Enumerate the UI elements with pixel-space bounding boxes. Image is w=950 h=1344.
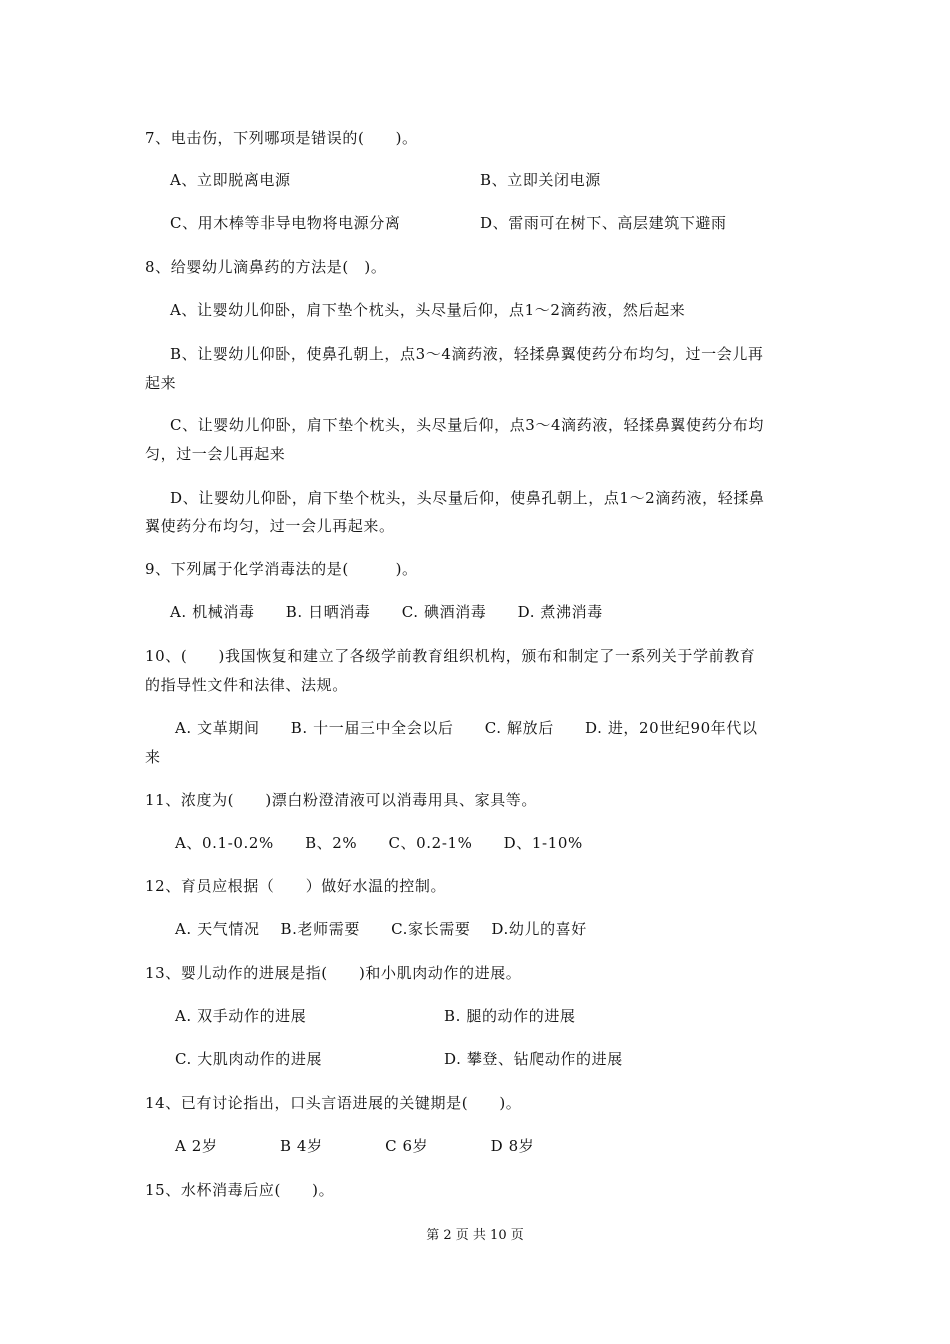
question-10-options-line2: 来: [145, 748, 161, 766]
question-8-option-d-line1: D、让婴幼儿仰卧，肩下垫个枕头，头尽量后仰，使鼻孔朝上，点1～2滴药液，轻揉鼻: [170, 489, 765, 507]
question-10-options-line1: A. 文革期间 B. 十一届三中全会以后 C. 解放后 D. 进，20世纪90年代以: [175, 719, 758, 737]
question-8-option-b-line2: 起来: [145, 374, 177, 392]
question-13-option-c: C. 大肌肉动作的进展: [175, 1050, 323, 1068]
question-10-stem-line1: 10、( )我国恢复和建立了各级学前教育组织机构，颁布和制定了一系列关于学前教育: [145, 647, 756, 665]
question-13-option-b: B. 腿的动作的进展: [444, 1007, 576, 1025]
question-8-option-a: A、让婴幼儿仰卧，肩下垫个枕头，头尽量后仰，点1～2滴药液，然后起来: [170, 301, 686, 319]
question-8-option-b-line1: B、让婴幼儿仰卧，使鼻孔朝上，点3～4滴药液，轻揉鼻翼使药分布均匀，过一会儿再: [170, 345, 764, 363]
question-13-stem: 13、婴儿动作的进展是指( )和小肌肉动作的进展。: [145, 964, 522, 982]
question-13-option-a: A. 双手动作的进展: [175, 1007, 307, 1025]
page-number: 第 2 页 共 10 页: [426, 1228, 524, 1243]
question-7-option-d: D、雷雨可在树下、高层建筑下避雨: [480, 214, 727, 232]
question-7-stem: 7、电击伤，下列哪项是错误的( )。: [145, 129, 418, 147]
question-8-option-c-line2: 匀，过一会儿再起来: [145, 445, 286, 463]
question-7-option-b: B、立即关闭电源: [480, 171, 601, 189]
question-8-option-d-line2: 翼使药分布均匀，过一会儿再起来。: [145, 517, 395, 535]
question-14-stem: 14、已有讨论指出，口头言语进展的关键期是( )。: [145, 1094, 522, 1112]
question-9-stem: 9、下列属于化学消毒法的是( )。: [145, 560, 418, 578]
question-11-options: A、0.1-0.2% B、2% C、0.2-1% D、1-10%: [175, 834, 583, 852]
question-12-stem: 12、育员应根据（ ）做好水温的控制。: [145, 877, 447, 895]
question-13-option-d: D. 攀登、钻爬动作的进展: [444, 1050, 623, 1068]
question-12-options: A. 天气情况 B.老师需要 C.家长需要 D.幼儿的喜好: [175, 920, 587, 938]
question-14-options: A 2岁 B 4岁 C 6岁 D 8岁: [175, 1137, 535, 1155]
question-15-stem: 15、水杯消毒后应( )。: [145, 1181, 335, 1199]
question-9-options: A. 机械消毒 B. 日晒消毒 C. 碘酒消毒 D. 煮沸消毒: [170, 603, 603, 621]
question-7-option-c: C、用木棒等非导电物将电源分离: [170, 214, 401, 232]
question-10-stem-line2: 的指导性文件和法律、法规。: [145, 676, 348, 694]
question-8-stem: 8、给婴幼儿滴鼻药的方法是( )。: [145, 258, 387, 276]
question-8-option-c-line1: C、让婴幼儿仰卧，肩下垫个枕头，头尽量后仰，点3～4滴药液，轻揉鼻翼使药分布均: [170, 416, 764, 434]
question-11-stem: 11、浓度为( )漂白粉澄清液可以消毒用具、家具等。: [145, 791, 537, 809]
question-7-option-a: A、立即脱离电源: [170, 171, 291, 189]
